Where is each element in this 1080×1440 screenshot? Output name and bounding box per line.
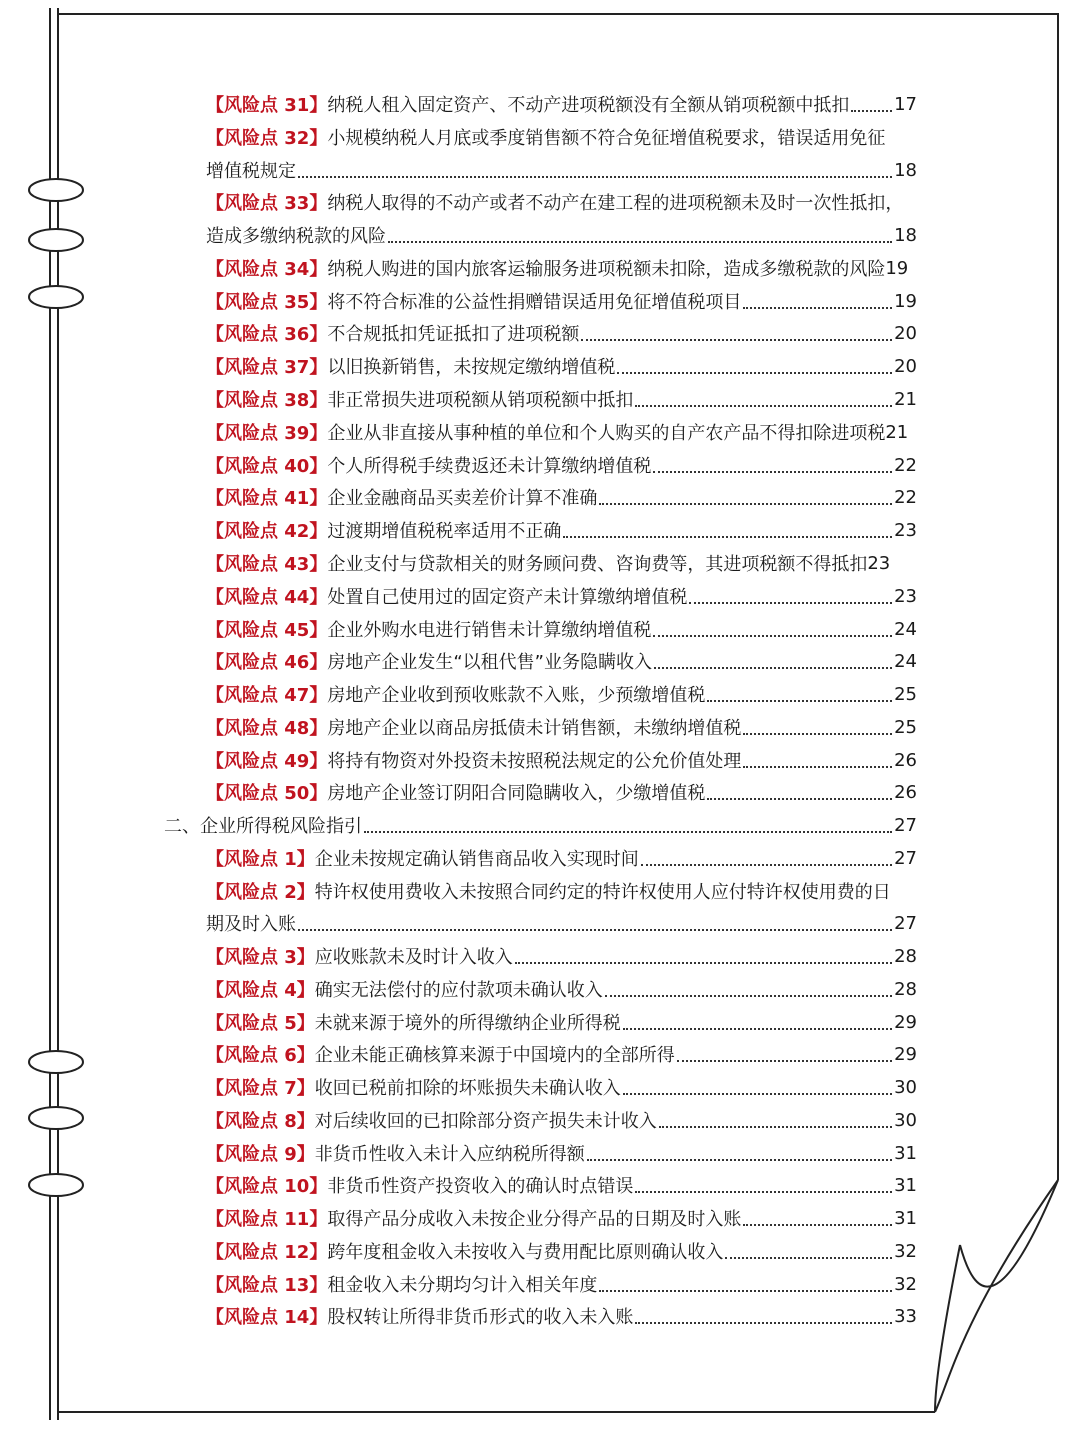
risk-title-continued: 期及时入账 xyxy=(206,914,296,935)
page-number: 29 xyxy=(894,1043,917,1065)
risk-label: 【风险点 36】 xyxy=(206,324,328,345)
leader-dots xyxy=(605,993,892,997)
toc-entry[interactable] xyxy=(206,581,917,611)
curl-fold-top xyxy=(960,1180,1058,1287)
toc-entry[interactable] xyxy=(206,1105,917,1135)
leader-dots xyxy=(623,1026,892,1030)
leader-dots xyxy=(587,1157,892,1161)
page-number: 26 xyxy=(894,749,917,771)
page-number: 18 xyxy=(894,159,917,181)
risk-title-continued: 造成多缴纳税款的风险 xyxy=(206,226,386,247)
toc-entry[interactable] xyxy=(206,1301,917,1331)
risk-label: 【风险点 7】 xyxy=(206,1078,315,1099)
risk-title: 纳税人购进的国内旅客运输服务进项税额未扣除，造成多缴税款的风险 xyxy=(327,259,886,280)
page-number: 24 xyxy=(894,618,917,640)
toc-entry-continuation[interactable] xyxy=(206,155,917,185)
risk-title: 房地产企业以商品房抵债未计销售额，未缴纳增值税 xyxy=(327,718,742,739)
toc-entry[interactable] xyxy=(206,1236,917,1266)
leader-dots xyxy=(743,764,892,768)
risk-title: 对后续收回的已扣除部分资产损失未计收入 xyxy=(314,1111,657,1132)
leader-dots xyxy=(623,1091,892,1095)
risk-label: 【风险点 37】 xyxy=(206,357,328,378)
toc-entry[interactable] xyxy=(206,1203,917,1233)
risk-label: 【风险点 43】 xyxy=(206,554,328,575)
toc-entry[interactable] xyxy=(206,253,917,283)
risk-label: 【风险点 14】 xyxy=(206,1307,328,1328)
risk-title: 纳税人租入固定资产、不动产进项税额没有全额从销项税额中抵扣 xyxy=(327,95,850,116)
page-number: 33 xyxy=(894,1305,917,1327)
risk-title: 纳税人取得的不动产或者不动产在建工程的进项税额未及时一次性抵扣， xyxy=(327,193,904,214)
page-number: 28 xyxy=(894,978,917,1000)
risk-title: 过渡期增值税税率适用不正确 xyxy=(327,521,562,542)
risk-title: 企业外购水电进行销售未计算缴纳增值税 xyxy=(327,620,652,641)
page-number: 23 xyxy=(894,519,917,541)
toc-entry[interactable] xyxy=(206,417,917,447)
risk-label: 【风险点 8】 xyxy=(206,1111,315,1132)
toc-entry[interactable] xyxy=(206,318,917,348)
toc-entry[interactable] xyxy=(206,745,917,775)
toc-entry[interactable] xyxy=(206,122,917,152)
section-title: 二、企业所得税风险指引 xyxy=(164,816,362,837)
risk-label: 【风险点 6】 xyxy=(206,1045,315,1066)
page-number: 25 xyxy=(894,683,917,705)
leader-dots xyxy=(689,600,892,604)
leader-dots xyxy=(743,1222,892,1226)
toc-entry[interactable] xyxy=(206,941,917,971)
leader-dots xyxy=(659,1124,892,1128)
risk-label: 【风险点 39】 xyxy=(206,423,328,444)
page-number: 20 xyxy=(894,322,917,344)
risk-title: 企业未按规定确认销售商品收入实现时间 xyxy=(314,849,639,870)
page-number: 27 xyxy=(894,847,917,869)
risk-label: 【风险点 31】 xyxy=(206,95,328,116)
risk-title: 企业金融商品买卖差价计算不准确 xyxy=(327,488,598,509)
page-number: 32 xyxy=(894,1240,917,1262)
risk-title: 小规模纳税人月底或季度销售额不符合免征增值税要求，错误适用免征 xyxy=(327,128,886,149)
page-number: 17 xyxy=(894,93,917,115)
risk-label: 【风险点 50】 xyxy=(206,783,328,804)
risk-label: 【风险点 41】 xyxy=(206,488,328,509)
risk-title: 非货币性资产投资收入的确认时点错误 xyxy=(327,1176,634,1197)
risk-title: 特许权使用费收入未按照合同约定的特许权使用人应付特许权使用费的日 xyxy=(314,882,891,903)
page-number: 31 xyxy=(894,1174,917,1196)
risk-label: 【风险点 35】 xyxy=(206,292,328,313)
toc-entry[interactable] xyxy=(206,679,917,709)
risk-title: 收回已税前扣除的坏账损失未确认收入 xyxy=(314,1078,621,1099)
toc-entry[interactable] xyxy=(206,646,917,676)
page-number: 21 xyxy=(885,421,909,443)
risk-label: 【风险点 49】 xyxy=(206,751,328,772)
page-number: 31 xyxy=(894,1207,917,1229)
page-number: 22 xyxy=(894,486,917,508)
toc-entry[interactable] xyxy=(206,450,917,480)
page-number: 32 xyxy=(894,1273,917,1295)
risk-title: 处置自己使用过的固定资产未计算缴纳增值税 xyxy=(327,587,688,608)
toc-entry[interactable] xyxy=(206,548,917,578)
toc-entry[interactable] xyxy=(206,384,917,414)
leader-dots xyxy=(563,534,892,538)
page-number: 29 xyxy=(894,1011,917,1033)
risk-title: 不合规抵扣凭证抵扣了进项税额 xyxy=(327,324,580,345)
risk-label: 【风险点 11】 xyxy=(206,1209,328,1230)
risk-title: 房地产企业收到预收账款不入账，少预缴增值税 xyxy=(327,685,706,706)
leader-dots xyxy=(743,731,892,735)
leader-dots xyxy=(635,403,892,407)
leader-dots xyxy=(677,1058,892,1062)
page-number: 19 xyxy=(885,257,909,279)
risk-label: 【风险点 3】 xyxy=(206,947,315,968)
page-number: 30 xyxy=(894,1076,917,1098)
risk-title: 确实无法偿付的应付款项未确认收入 xyxy=(314,980,603,1001)
page-number: 18 xyxy=(894,224,917,246)
leader-dots xyxy=(617,370,892,374)
leader-dots xyxy=(581,337,892,341)
risk-title: 个人所得税手续费返还未计算缴纳增值税 xyxy=(327,456,652,477)
toc-entry[interactable] xyxy=(206,1007,917,1037)
leader-dots xyxy=(641,862,892,866)
risk-label: 【风险点 13】 xyxy=(206,1275,328,1296)
toc-entry[interactable] xyxy=(206,515,917,545)
leader-dots xyxy=(364,829,892,833)
curl-fold-left xyxy=(935,1245,960,1412)
risk-title-continued: 增值税规定 xyxy=(206,161,296,182)
toc-entry[interactable] xyxy=(206,89,917,119)
risk-label: 【风险点 33】 xyxy=(206,193,328,214)
leader-dots xyxy=(725,1255,892,1259)
page-number: 19 xyxy=(894,290,917,312)
leader-dots xyxy=(388,239,892,243)
leader-dots xyxy=(298,174,892,178)
page-number: 22 xyxy=(894,454,917,476)
page-number: 25 xyxy=(894,716,917,738)
toc-entry[interactable] xyxy=(206,1170,917,1200)
toc-entry[interactable] xyxy=(206,614,917,644)
spiral-ring-icon xyxy=(29,229,83,251)
leader-dots xyxy=(298,927,892,931)
spiral-ring-icon xyxy=(29,286,83,308)
risk-title: 租金收入未分期均匀计入相关年度 xyxy=(327,1275,598,1296)
risk-label: 【风险点 47】 xyxy=(206,685,328,706)
page-number: 23 xyxy=(894,585,917,607)
risk-title: 将不符合标准的公益性捐赠错误适用免征增值税项目 xyxy=(327,292,742,313)
toc-entry[interactable] xyxy=(206,712,917,742)
toc-entry-continuation[interactable] xyxy=(206,220,917,250)
toc-entry[interactable] xyxy=(206,351,917,381)
leader-dots xyxy=(654,665,892,669)
risk-label: 【风险点 34】 xyxy=(206,259,328,280)
risk-title: 房地产企业发生“以租代售”业务隐瞒收入 xyxy=(327,652,652,673)
toc-entry[interactable] xyxy=(206,974,917,1004)
leader-dots xyxy=(515,960,892,964)
page-number: 27 xyxy=(894,912,917,934)
toc-entry[interactable] xyxy=(206,286,917,316)
risk-label: 【风险点 1】 xyxy=(206,849,315,870)
risk-title: 企业支付与贷款相关的财务顾问费、咨询费等，其进项税额不得抵扣 xyxy=(327,554,868,575)
toc-entry-continuation[interactable] xyxy=(206,908,917,938)
risk-label: 【风险点 10】 xyxy=(206,1176,328,1197)
risk-title: 企业未能正确核算来源于中国境内的全部所得 xyxy=(314,1045,675,1066)
curl-edge xyxy=(935,1180,1058,1412)
toc-entry[interactable] xyxy=(206,777,917,807)
page-number: 24 xyxy=(894,650,917,672)
leader-dots xyxy=(707,698,892,702)
risk-label: 【风险点 2】 xyxy=(206,882,315,903)
risk-title: 非货币性收入未计入应纳税所得额 xyxy=(314,1144,585,1165)
risk-label: 【风险点 5】 xyxy=(206,1013,315,1034)
risk-label: 【风险点 32】 xyxy=(206,128,328,149)
page-number: 28 xyxy=(894,945,917,967)
risk-label: 【风险点 38】 xyxy=(206,390,328,411)
risk-title: 应收账款未及时计入收入 xyxy=(314,947,513,968)
toc-entry[interactable] xyxy=(206,1138,917,1168)
spiral-ring-icon xyxy=(29,179,83,201)
risk-label: 【风险点 42】 xyxy=(206,521,328,542)
page-number: 30 xyxy=(894,1109,917,1131)
risk-title: 房地产企业签订阴阳合同隐瞒收入，少缴增值税 xyxy=(327,783,706,804)
risk-label: 【风险点 44】 xyxy=(206,587,328,608)
leader-dots xyxy=(653,469,892,473)
risk-label: 【风险点 12】 xyxy=(206,1242,328,1263)
toc-entry[interactable] xyxy=(206,482,917,512)
page-number: 26 xyxy=(894,781,917,803)
risk-label: 【风险点 9】 xyxy=(206,1144,315,1165)
leader-dots xyxy=(653,633,892,637)
toc-entry[interactable] xyxy=(206,843,917,873)
risk-label: 【风险点 48】 xyxy=(206,718,328,739)
spiral-rings xyxy=(29,179,83,1196)
leader-dots xyxy=(635,1189,892,1193)
toc-entry[interactable] xyxy=(206,1072,917,1102)
toc-entry[interactable] xyxy=(206,1039,917,1069)
leader-dots xyxy=(743,305,892,309)
leader-dots xyxy=(635,1320,892,1324)
page-number: 20 xyxy=(894,355,917,377)
leader-dots xyxy=(599,501,892,505)
toc-entry[interactable] xyxy=(206,876,917,906)
risk-title: 将持有物资对外投资未按照税法规定的公允价值处理 xyxy=(327,751,742,772)
toc-section-heading[interactable] xyxy=(164,810,917,840)
toc-entry[interactable] xyxy=(206,187,917,217)
spiral-ring-icon xyxy=(29,1107,83,1129)
toc-entry[interactable] xyxy=(206,1269,917,1299)
leader-dots xyxy=(851,108,892,112)
leader-dots xyxy=(599,1288,892,1292)
risk-label: 【风险点 40】 xyxy=(206,456,328,477)
page-number: 27 xyxy=(894,814,917,836)
page-number: 31 xyxy=(894,1142,917,1164)
risk-title: 非正常损失进项税额从销项税额中抵扣 xyxy=(327,390,634,411)
risk-title: 未就来源于境外的所得缴纳企业所得税 xyxy=(314,1013,621,1034)
risk-title: 以旧换新销售，未按规定缴纳增值税 xyxy=(327,357,616,378)
page-number: 23 xyxy=(867,552,891,574)
spiral-ring-icon xyxy=(29,1051,83,1073)
risk-title: 股权转让所得非货币形式的收入未入账 xyxy=(327,1307,634,1328)
risk-title: 企业从非直接从事种植的单位和个人购买的自产农产品不得扣除进项税 xyxy=(327,423,886,444)
leader-dots xyxy=(707,796,892,800)
risk-label: 【风险点 4】 xyxy=(206,980,315,1001)
spiral-ring-icon xyxy=(29,1174,83,1196)
risk-title: 跨年度租金收入未按收入与费用配比原则确认收入 xyxy=(327,1242,724,1263)
risk-label: 【风险点 46】 xyxy=(206,652,328,673)
page-number: 21 xyxy=(894,388,917,410)
risk-title: 取得产品分成收入未按企业分得产品的日期及时入账 xyxy=(327,1209,742,1230)
risk-label: 【风险点 45】 xyxy=(206,620,328,641)
